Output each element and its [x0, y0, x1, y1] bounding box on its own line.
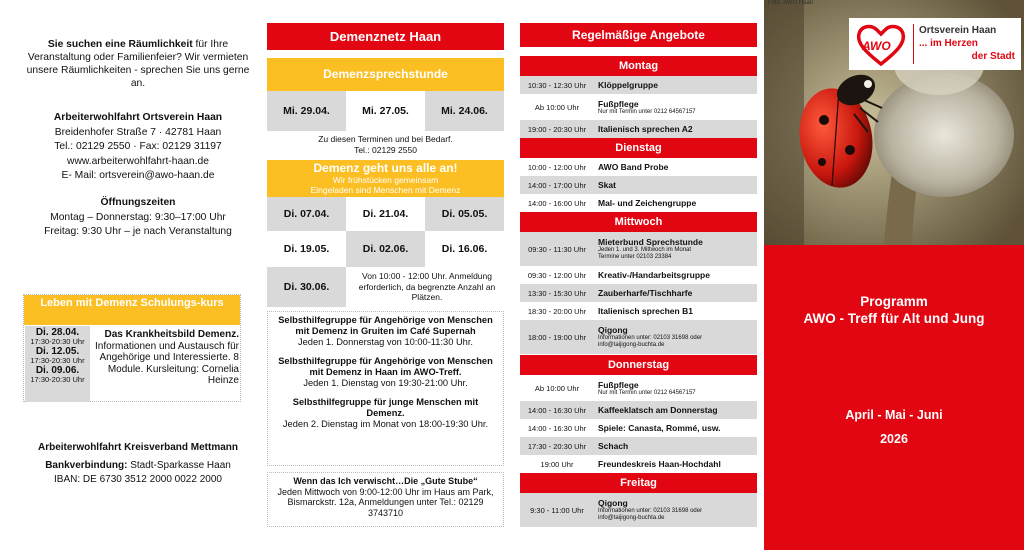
demenz-geht-subtitle: Eingeladen sind Menschen mit Demenz: [310, 185, 461, 195]
schedule-time: 14:00 - 16:00 Uhr: [520, 194, 594, 212]
schedule-row: [520, 375, 757, 401]
activity-label: Freundeskreis Haan-Hochdahl: [598, 459, 721, 469]
activity-label: Kreativ-/Handarbeitsgruppe: [598, 270, 710, 280]
schedule-time: 18:30 - 20:00 Uhr: [520, 302, 594, 320]
ladybug-spot: [819, 115, 829, 125]
schulungskurs-box: [23, 294, 241, 402]
activity-label: Fußpflege: [598, 98, 639, 109]
opening-hours: [22, 196, 254, 240]
fruehstueck-date: Di. 02.06.: [346, 231, 425, 267]
schedule-time: 09:30 - 12:00 Uhr: [520, 266, 594, 284]
schulungskurs-description: [93, 329, 239, 387]
activity-label: Fußpflege: [598, 379, 639, 390]
regular-offers-header: Regelmäßige Angebote: [520, 23, 757, 47]
schedule-activity: [594, 158, 757, 176]
schedule-row: [520, 320, 757, 354]
schedule-activity: [594, 320, 757, 354]
fruehstueck-date: Di. 05.05.: [425, 197, 504, 231]
schulungskurs-desc-text: Informationen und Austausch für Angehörige und Interessierte. 8 Module. Kursleitung: Cornelia Heinze: [95, 340, 239, 386]
room-rental-text: [22, 38, 254, 90]
schedule-time: 9:30 - 11:00 Uhr: [520, 493, 594, 527]
sprechstunde-date: Mi. 27.05.: [346, 91, 425, 131]
activity-note: Nur mit Termin unter 0212 64567157: [598, 389, 696, 396]
program-title: [764, 293, 1024, 327]
email-link[interactable]: E- Mail: ortsverein@awo-haan.de: [61, 170, 215, 181]
ladybug-spot: [845, 145, 855, 155]
iban: IBAN: DE 6730 3512 2000 0022 2000: [54, 474, 222, 485]
activity-label: Italienisch sprechen B1: [598, 306, 693, 316]
demenz-geht-dates: [267, 197, 504, 267]
activity-label: Zauberharfe/Tischharfe: [598, 288, 693, 298]
schedule-activity: [594, 401, 757, 419]
address: Breidenhofer Straße 7 · 42781 Haan: [54, 126, 222, 138]
program-period: [764, 403, 1024, 451]
schulung-date-label: Di. 12.05.: [35, 346, 80, 357]
schedule-row: [520, 419, 757, 437]
gute-stube-text: Jeden Mittwoch von 9:00-12:00 Uhr im Haus am Park, Bismarckstr. 12a, Anmeldungen unter Tel.: 02129 3743710: [277, 486, 494, 518]
fruehstueck-date: Di. 16.06.: [425, 231, 504, 267]
demenznetz-header: Demenznetz Haan: [267, 23, 504, 50]
selbsthilfe-3-time: Jeden 2. Dienstag im Monat von 18:00-19:30 Uhr.: [282, 419, 489, 429]
logo-box: [849, 18, 1021, 70]
activity-label: AWO Band Probe: [598, 162, 669, 172]
program-months: April - Mai - Juni: [845, 408, 943, 422]
activity-note: Informationen unter: 02103 31698 oder: [598, 508, 703, 514]
opening-hours-title: Öffnungszeiten: [100, 197, 176, 208]
schedule-row: [520, 437, 757, 455]
schedule-activity: [594, 419, 757, 437]
opening-hours-weekdays: Montag – Donnerstag: 9:30–17:00 Uhr: [50, 211, 226, 223]
schedule-row: [520, 401, 757, 419]
logo-divider: [913, 24, 914, 64]
activity-note: Nur mit Termin unter 0212 64567157: [598, 108, 696, 115]
photo-shadow: [764, 0, 804, 245]
schedule-activity: [594, 176, 757, 194]
selbsthilfe-2-title: Selbsthilfegruppe für Angehörige von Menschen mit Demenz in Haan im AWO-Treff.: [278, 356, 493, 377]
schulungskurs-dates: [25, 326, 90, 402]
awo-logo-text: AWO: [862, 39, 891, 53]
schedule-time: 10:00 - 12:00 Uhr: [520, 158, 594, 176]
schedule-row: [520, 158, 757, 176]
activity-note: info@taijigong-buchta.de: [598, 342, 665, 348]
schedule-time: 14:00 - 17:00 Uhr: [520, 176, 594, 194]
gute-stube-box: [267, 472, 504, 527]
schulungskurs-title: Leben mit Demenz Schulungs-kurs: [24, 295, 240, 325]
schedule-activity: [594, 120, 757, 138]
sprechstunde-note: [267, 134, 504, 155]
schedule-time: 19:00 Uhr: [520, 455, 594, 473]
selbsthilfe-3-title: Selbsthilfegruppe für junge Menschen mit Demenz.: [292, 397, 479, 418]
schedule-activity: [594, 455, 757, 473]
schedule-activity: [594, 76, 757, 94]
photo-credit: Foto: AWO Haan: [768, 0, 814, 6]
activity-label: Kaffeeklatsch am Donnerstag: [598, 405, 718, 415]
schedule-activity: [594, 232, 757, 266]
sprechstunde-date: Mi. 24.06.: [425, 91, 504, 131]
schulungskurs-desc-title: Das Krankheitsbild Demenz.: [104, 329, 239, 340]
day-header-freitag: Freitag: [520, 473, 757, 493]
schedule-activity: [594, 266, 757, 284]
activity-label: Qigong: [598, 498, 628, 508]
activity-label: Italienisch sprechen A2: [598, 124, 693, 134]
schulung-date-3: [25, 364, 90, 383]
ladybug-spot: [818, 158, 826, 166]
schedule-row: [520, 302, 757, 320]
website-link[interactable]: www.arbeiterwohlfahrt-haan.de: [67, 155, 209, 167]
ortsverein-name: Ortsverein Haan: [919, 25, 997, 36]
day-header-montag: Montag: [520, 56, 757, 76]
ladybug-head-spot: [864, 80, 872, 88]
fruehstueck-date: Di. 21.04.: [346, 197, 425, 231]
demenz-geht-header: [267, 160, 504, 197]
schulung-date-2: [25, 345, 90, 364]
selbsthilfe-2-time: Jeden 1. Dienstag von 19:30-21:00 Uhr.: [303, 378, 468, 388]
schedule-activity: [594, 194, 757, 212]
schulung-time-label: 17:30-20:30 Uhr: [30, 337, 85, 346]
schulung-time-label: 17:30-20:30 Uhr: [30, 356, 85, 365]
room-rental-heading: Sie suchen eine Räumlichkeit: [47, 39, 193, 50]
opening-hours-friday: Freitag: 9:30 Uhr – je nach Veranstaltung: [44, 226, 232, 237]
phone-fax: Tel.: 02129 2550 · Fax: 02129 31197: [54, 141, 222, 152]
schedule-activity: [594, 493, 757, 527]
schedule-time: 14:00 - 16:30 Uhr: [520, 401, 594, 419]
schulung-date-label: Di. 28.04.: [35, 327, 80, 338]
activity-note: Informationen unter: 02103 31698 oder: [598, 335, 703, 341]
fruehstueck-note: Von 10:00 - 12:00 Uhr. Anmeldung erforderlich, da begrenzte Anzahl an Plätzen.: [358, 271, 496, 302]
day-header-mittwoch: Mittwoch: [520, 212, 757, 232]
schedule-activity: [594, 302, 757, 320]
schedule-time: 18:00 - 19:00 Uhr: [520, 320, 594, 354]
schedule-time: 19:00 - 20:30 Uhr: [520, 120, 594, 138]
activity-label: Qigong: [598, 325, 628, 335]
sprechstunde-date: Mi. 29.04.: [267, 91, 346, 131]
schedule-time: 14:00 - 16:30 Uhr: [520, 419, 594, 437]
schulung-date-label: Di. 09.06.: [35, 365, 80, 376]
contact-column: [22, 0, 254, 550]
activity-label: Klöppelgruppe: [598, 80, 658, 90]
demenz-geht-subtitle: Wir frühstücken gemeinsam: [332, 175, 439, 185]
sprechstunde-header: Demenzsprechstunde: [267, 58, 504, 91]
schedule-row: [520, 94, 757, 120]
kreisverband-name: Arbeiterwohlfahrt Kreisverband Mettmann: [37, 442, 239, 453]
selbsthilfe-1-title: Selbsthilfegruppe für Angehörige von Menschen mit Demenz in Gruiten im Café Supernah: [278, 315, 493, 336]
schedule-time: 13:30 - 15:30 Uhr: [520, 284, 594, 302]
schedule-row: [520, 455, 757, 473]
schulung-time-label: 17:30-20:30 Uhr: [30, 375, 85, 384]
schedule-row: [520, 120, 757, 138]
sprechstunde-phone: Tel.: 02129 2550: [354, 144, 417, 155]
schedule-row: [520, 176, 757, 194]
activity-label: Mal- und Zeichengruppe: [598, 198, 697, 208]
schedule-activity: [594, 375, 757, 401]
demenz-geht-title: Demenz geht uns alle an!: [313, 161, 458, 175]
activity-label: Schach: [598, 441, 629, 451]
cover-title-panel: [764, 245, 1024, 550]
schedule-row: [520, 194, 757, 212]
selbsthilfe-1-time: Jeden 1. Donnerstag von 10:00-11:30 Uhr.: [297, 337, 474, 347]
schedule-time: Ab 10:00 Uhr: [520, 94, 594, 120]
schedule-time: 09:30 - 11:30 Uhr: [520, 232, 594, 266]
bank-block: [22, 441, 254, 487]
schedule-activity: [594, 284, 757, 302]
schedule-row: [520, 284, 757, 302]
org-name: Arbeiterwohlfahrt Ortsverein Haan: [53, 112, 223, 123]
day-header-dienstag: Dienstag: [520, 138, 757, 158]
ladybug-photo: [764, 0, 1024, 245]
bank-name: Stadt-Sparkasse Haan: [127, 460, 231, 471]
schedule-activity: [594, 437, 757, 455]
sprechstunde-note-line: Zu diesen Terminen und bei Bedarf.: [318, 134, 453, 144]
regular-offers-column: [520, 0, 757, 550]
tagline-line: der Stadt: [971, 51, 1015, 62]
schedule-time: 17:30 - 20:30 Uhr: [520, 437, 594, 455]
schedule-row: [520, 266, 757, 284]
program-heading: Programm: [860, 294, 928, 309]
program-year: 2026: [880, 432, 908, 446]
tagline-line: ... im Herzen: [919, 38, 978, 49]
schedule-row: [520, 493, 757, 527]
bank-line: [22, 459, 254, 473]
selbsthilfe-box: [267, 311, 504, 466]
activity-label: Mieterbund Sprechstunde: [598, 237, 703, 247]
schedule-time: 10:30 - 12:30 Uhr: [520, 76, 594, 94]
fruehstueck-date: Di. 07.04.: [267, 197, 346, 231]
cover-column: [764, 0, 1024, 550]
fruehstueck-date: Di. 19.05.: [267, 231, 346, 267]
day-header-donnerstag: Donnerstag: [520, 355, 757, 375]
schedule-time: Ab 10:00 Uhr: [520, 375, 594, 401]
activity-note: info@taijigong-buchta.de: [598, 515, 665, 521]
activity-note: Jeden 1. und 3. Mittwoch im Monat: [598, 247, 692, 253]
schedule-row: [520, 76, 757, 94]
ortsverein-tagline: [919, 24, 1019, 63]
fruehstueck-date: Di. 30.06.: [267, 267, 346, 307]
schedule-row: [520, 232, 757, 266]
schulung-date-1: [25, 326, 90, 345]
demenznetz-column: [267, 0, 504, 550]
program-subtitle: AWO - Treff für Alt und Jung: [803, 311, 985, 326]
activity-label: Spiele: Canasta, Rommé, usw.: [598, 423, 721, 433]
sprechstunde-dates: [267, 91, 504, 131]
bank-label: Bankverbindung:: [45, 460, 128, 471]
address-block: [22, 111, 254, 184]
activity-note: Termine unter 02103 23384: [598, 254, 672, 260]
schedule-activity: [594, 94, 757, 120]
activity-label: Skat: [598, 180, 616, 190]
room-rental-body: für Ihre Veranstaltung oder Familienfeier? Wir vermieten unsere Räumlichkeiten - sprechen Sie uns gerne an.: [26, 39, 250, 89]
gute-stube-title: Wenn das Ich verwischt…Die „Gute Stube“: [293, 476, 478, 486]
